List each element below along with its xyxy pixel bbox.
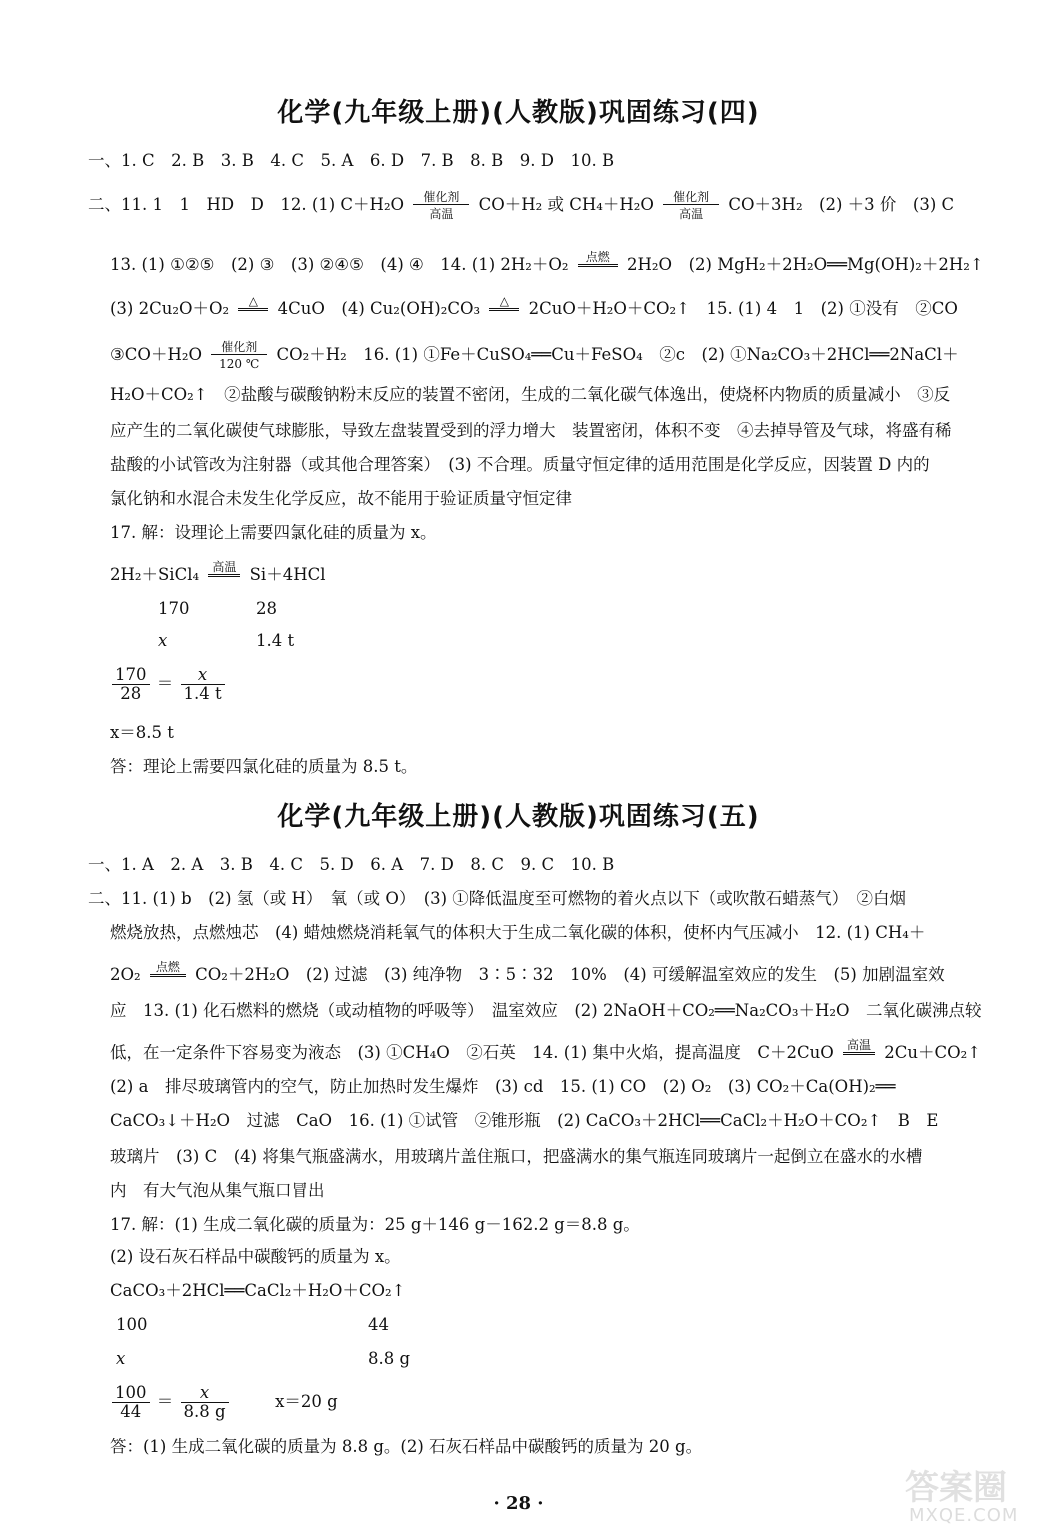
- s4-line-10: 17. 解：设理论上需要四氯化硅的质量为 x。: [110, 523, 437, 542]
- condition-catalyst-high-temp: [411, 190, 471, 221]
- s5-equation: CaCO₃＋2HCl══CaCl₂＋H₂O＋CO₂↑: [110, 1281, 406, 1300]
- s5-line-7: (2) a 排尽玻璃管内的空气，防止加热时发生爆炸 (3) cd 15. (1) CO (2) O₂ (3) CO₂＋Ca(OH)₂══: [110, 1077, 896, 1096]
- condition-heat: △: [236, 294, 270, 325]
- watermark: [899, 1460, 1029, 1530]
- s5-line-3: 燃烧放热，点燃烛芯 (4) 蜡烛燃烧消耗氧气的体积大于生成二氧化碳的体积，使杯内气压减小 12. (1) CH₄＋: [110, 923, 926, 942]
- s5-ratio-8-8g: 8.8 g: [368, 1349, 411, 1368]
- condition-ignite: 点燃: [576, 250, 620, 281]
- s4-line-6: H₂O＋CO₂↑ ②盐酸与碳酸钠粉末反应的装置不密闭，生成的二氧化碳气体逸出，使烧杯内物质的质量减小 ③反: [110, 385, 951, 404]
- s5-x-result: x＝20 g: [275, 1392, 338, 1411]
- s4-l2a: 二、11. 1 1 HD D 12. (1) C＋H₂O: [88, 195, 405, 214]
- condition-high-temp: 高温: [206, 560, 242, 591]
- s4-line-9: 氯化钠和水混合未发生化学反应，故不能用于验证质量守恒定律: [110, 489, 572, 508]
- s5-line-1: 一、1. A 2. A 3. B 4. C 5. D 6. A 7. D 8. C 9. C 10. B: [88, 855, 615, 874]
- s4-equation: 2H₂＋SiCl₄ 高温 Si＋4HCl: [110, 560, 325, 591]
- s4-line-8: 盐酸的小试管改为注射器（或其他合理答案） (3) 不合理。质量守恒定律的适用范围是化学反应，因装置 D 内的: [110, 455, 930, 474]
- s4-line-3: 13. (1) ①②⑤ (2) ③ (3) ②④⑤ (4) ④ 14. (1) 2H₂＋O₂ 点燃 2H₂O (2) MgH₂＋2H₂O══Mg(OH)₂＋2H₂↑: [110, 250, 984, 281]
- condition-top: 催化剂: [423, 190, 460, 204]
- watermark-logo: 答案圈: [905, 1468, 1007, 1508]
- s5-answer: 答：(1) 生成二氧化碳的质量为 8.8 g。(2) 石灰石样品中碳酸钙的质量为 20 g。: [110, 1437, 703, 1456]
- condition-catalyst-high-temp-2: 催化剂 高温: [661, 190, 721, 221]
- s5-ratio-x: x: [116, 1349, 126, 1368]
- condition-bottom: 高温: [429, 207, 454, 221]
- s5-line-10: 内 有大气泡从集气瓶口冒出: [110, 1181, 325, 1200]
- s4-l2b: CO＋H₂ 或 CH₄＋H₂O: [478, 195, 654, 214]
- section4-title: 化学(九年级上册)(人教版)巩固练习(四): [277, 98, 760, 128]
- s5-line-5: 应 13. (1) 化石燃料的燃烧（或动植物的呼吸等） 温室效应 (2) 2NaOH＋CO₂══Na₂CO₃＋H₂O 二氧化碳沸点较: [110, 1001, 982, 1020]
- s4-line-1: 一、1. C 2. B 3. B 4. C 5. A 6. D 7. B 8. B 9. D 10. B: [88, 151, 615, 170]
- s5-ratio-100: 100: [116, 1315, 148, 1334]
- condition-heat-2: △: [487, 294, 521, 325]
- s4-proportion: $\frac{170}{28}$ ＝ $\frac{x}{1.4 t}$: [110, 666, 227, 703]
- s4-line-5: ③CO＋H₂O 催化剂 120 ℃ CO₂＋H₂ 16. (1) ①Fe＋CuSO₄══Cu＋FeSO₄ ②c (2) ①Na₂CO₃＋2HCl══2NaCl＋: [110, 340, 959, 371]
- s4-ratio-x: x: [158, 631, 168, 650]
- page-number: · 28 ·: [493, 1493, 544, 1514]
- condition-ignite-2: 点燃: [148, 960, 188, 991]
- s5-ratio-44: 44: [368, 1315, 389, 1334]
- s4-l2c: CO＋3H₂ (2) ＋3 价 (3) C: [728, 195, 955, 214]
- s4-ratio-28: 28: [256, 599, 277, 618]
- s4-ratio-170: 170: [158, 599, 190, 618]
- s5-line-11: 17. 解：(1) 生成二氧化碳的质量为：25 g＋146 g－162.2 g＝8.8 g。: [110, 1215, 640, 1234]
- s5-line-6: 低，在一定条件下容易变为液态 (3) ①CH₄O ②石英 14. (1) 集中火焰，提高温度 C＋2CuO 高温 2Cu＋CO₂↑: [110, 1038, 981, 1069]
- s5-line-9: 玻璃片 (3) C (4) 将集气瓶盛满水，用玻璃片盖住瓶口，把盛满水的集气瓶连同玻璃片一起倒立在盛水的水槽: [110, 1147, 923, 1166]
- watermark-text: MXQE.COM: [909, 1505, 1019, 1526]
- s4-line-2: [88, 190, 954, 221]
- s5-proportion: $\frac{100}{44}$ ＝ $\frac{x}{8.8 g}$ x＝20 g: [110, 1384, 338, 1421]
- s4-answer: 答：理论上需要四氯化硅的质量为 8.5 t。: [110, 757, 418, 776]
- s4-line-7: 应产生的二氧化碳使气球膨胀，导致左盘装置受到的浮力增大 装置密闭，体积不变 ④去掉导管及气球，将盛有稀: [110, 421, 952, 440]
- s5-line-12: (2) 设石灰石样品中碳酸钙的质量为 x。: [110, 1247, 401, 1266]
- s4-line-4: (3) 2Cu₂O＋O₂ △ 4CuO (4) Cu₂(OH)₂CO₃ △ 2CuO＋H₂O＋CO₂↑ 15. (1) 4 1 (2) ①没有 ②CO: [110, 294, 958, 325]
- condition-catalyst-120: 催化剂 120 ℃: [209, 340, 269, 371]
- s4-ratio-1-4t: 1.4 t: [256, 631, 295, 650]
- s5-line-4: 2O₂ 点燃 CO₂＋2H₂O (2) 过滤 (3) 纯净物 3∶5∶32 10% (4) 可缓解温室效应的发生 (5) 加剧温室效: [110, 960, 945, 991]
- condition-high-temp-2: 高温: [841, 1038, 877, 1069]
- s5-line-8: CaCO₃↓＋H₂O 过滤 CaO 16. (1) ①试管 ②锥形瓶 (2) CaCO₃＋2HCl══CaCl₂＋H₂O＋CO₂↑ B E: [110, 1111, 939, 1130]
- s5-line-2: 二、11. (1) b (2) 氢（或 H） 氧（或 O） (3) ①降低温度至可燃物的着火点以下（或吹散石蜡蒸气） ②白烟: [88, 889, 907, 908]
- s4-x-result: x＝8.5 t: [110, 723, 174, 742]
- section5-title: 化学(九年级上册)(人教版)巩固练习(五): [277, 802, 760, 832]
